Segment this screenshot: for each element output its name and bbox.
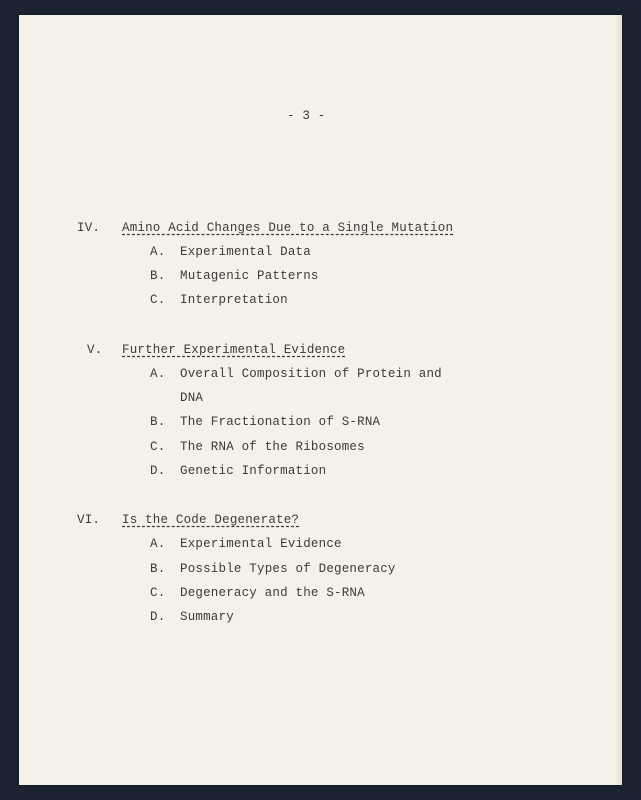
section-numeral: IV. <box>77 221 101 235</box>
section-title: Is the Code Degenerate? <box>122 513 300 527</box>
item-text: Experimental Data <box>180 245 311 259</box>
item-text: Mutagenic Patterns <box>180 269 319 283</box>
item-letter: A. <box>150 367 166 381</box>
section-numeral: V. <box>87 343 103 357</box>
item-letter: C. <box>150 440 166 454</box>
item-letter: D. <box>150 464 166 478</box>
item-text: Genetic Information <box>180 464 327 478</box>
item-text: Overall Composition of Protein and <box>180 367 442 381</box>
item-letter: B. <box>150 415 166 429</box>
item-letter: C. <box>150 293 166 307</box>
section-title: Amino Acid Changes Due to a Single Mutation <box>122 221 454 235</box>
item-text: Experimental Evidence <box>180 537 342 551</box>
item-letter: A. <box>150 245 166 259</box>
item-text: Interpretation <box>180 293 288 307</box>
page-number: - 3 - <box>287 109 326 123</box>
item-letter: D. <box>150 610 166 624</box>
item-text: The RNA of the Ribosomes <box>180 440 365 454</box>
item-text: Summary <box>180 610 234 624</box>
item-letter: B. <box>150 269 166 283</box>
section-numeral: VI. <box>77 513 101 527</box>
item-text: The Fractionation of S-RNA <box>180 415 381 429</box>
item-letter: B. <box>150 562 166 576</box>
item-letter: A. <box>150 537 166 551</box>
item-text: Degeneracy and the S-RNA <box>180 586 365 600</box>
item-text: Possible Types of Degeneracy <box>180 562 396 576</box>
document-page <box>19 15 622 785</box>
page-edge <box>616 15 622 785</box>
item-letter: C. <box>150 586 166 600</box>
item-continuation: DNA <box>180 391 204 405</box>
section-title: Further Experimental Evidence <box>122 343 346 357</box>
